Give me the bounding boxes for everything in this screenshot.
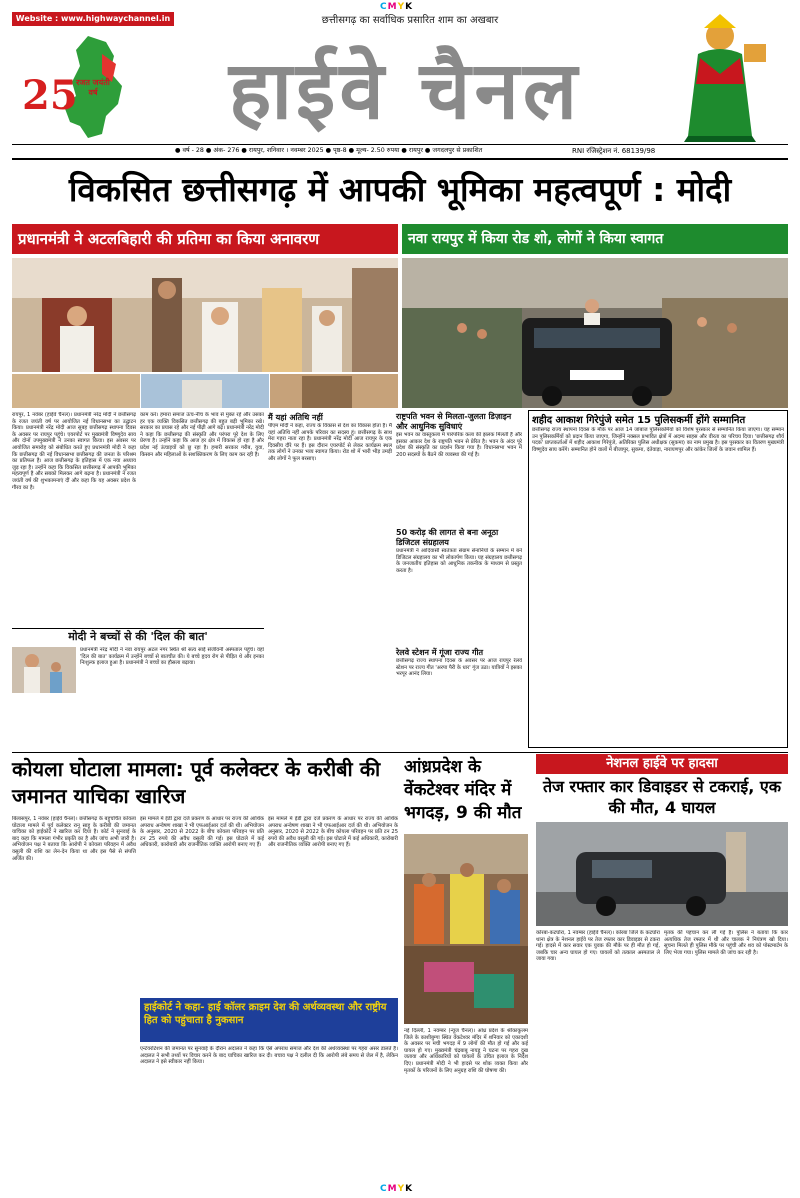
modi-box-text: प्रधानमंत्री नरेंद्र मोदी ने नवा रायपुर अटल नगर स्थित श्री सत्य साईं संजीवनी अस्पताल पहुंचे। वहां 'दिल की बात' कार्यक्रम में उन्होंने बच्चों से बातचीत की। ये बच्चे हृदय रोग से पीड़ित थे और इनका निःशुल्क इलाज हुआ है। प्रधानमंत्री ने बच्चों का हौसला बढ़ाया।: [80, 647, 264, 667]
dateline: ● वर्ष - 28 ● अंक- 276 ● रायपुर, शनिवार । नवम्बर 2025 ● पृष्ठ-8 ● मूल्य- 2.50 रुपया ● रायपुर ● जगदलपुर से प्रकाशित: [175, 147, 483, 154]
highway-body-col2: मृतक की पहचान कर ली गई है। पुलिस ने बताया कि कार अत्यधिक तेज रफ्तार में थी और चालक ने नियंत्रण खो दिया। सूचना मिलते ही पुलिस मौके पर पहुंची और शव को पोस्टमार्टम के लिए भेजा गया। पुलिस मामले की जांच कर रही है।: [664, 930, 788, 956]
lead-body-col4: इस भवन का वास्तुकला में पारंपरिक कला की झलक मिलती है और इसका आकार देश के राष्ट्रपति भवन से प्रेरित है। भवन के अंदर पूरे प्रदेश की संस्कृति का प्रदर्शन किया गया है। विधानसभा भवन में 200 सदस्यों के बैठने की व्यवस्था की गई है।: [396, 432, 522, 458]
website-badge: Website : www.highwaychannel.in: [12, 12, 174, 26]
koyla-body-col1: बिलासपुर, 1 नवंबर (हाईवे चैनल)। छत्तीसगढ़ के बहुचर्चित कोयला घोटाला मामले में पूर्व कलेक्टर रानू साहू के करीबी की जमानत याचिका को हाईकोर्ट ने खारिज कर दिया है। कोर्ट ने सुनवाई के बाद कहा कि मामला गंभीर प्रकृति का है और जांच अभी जारी है। अभियोजन पक्ष ने बताया कि आरोपी ने कोयला परिवहन में अवैध वसूली की राशि का लेन-देन किया था और इस पैसे से संपत्ति अर्जित की।: [12, 816, 136, 862]
sidebar-text: छत्तीसगढ़ राज्य स्थापना दिवस के मौके पर आज 14 जांबाज पुलिसकर्मियों को विशेष पुरस्कार से सम्मानित किया जाएगा। यह सम्मान उन पुलिसकर्मियों को प्रदान किया जाएगा, जिन्होंने नक्सल प्रभावित क्षेत्रों में अदम्य साहस और वीरता का परिचय दिया। 'छत्तीसगढ़ शौर्य पदक' प्राप्तकर्ताओं में शहीद आकाश गिरेपुंजे, अतिरिक्त पुलिस अधीक्षक (सुकमा) का नाम प्रमुख है। इस पुरस्कार का वितरण मुख्यमंत्री विष्णुदेव साय करेंगे। सम्मानित होने वालों में बीजापुर, सुकमा, दंतेवाड़ा, नारायणपुर और कांकेर जिलों के जवान शामिल हैं।: [532, 427, 784, 453]
lead-subhead-2: राष्ट्रपति भवन से मिलता-जुलता डिज़ाइन और आधुनिक सुविधाएं: [396, 412, 512, 431]
anniversary-number: 25: [22, 72, 78, 119]
highway-headline: तेज रफ्तार कार डिवाइडर से टकराई, एक की मौत, 4 घायल: [543, 777, 781, 817]
rni-number: RNI रजिस्ट्रेशन नं. 68139/98: [572, 147, 656, 155]
lead-body-col4c: छत्तीसगढ़ राज्य स्थापना दिवस के अवसर पर आज रायपुर रेलवे स्टेशन पर राज्य गीत 'अरपा पैरी के धार' गूंज उठा। यात्रियों ने इसका भरपूर आनंद लिया।: [396, 658, 522, 678]
lead-col4: [396, 412, 522, 738]
lead-headline: विकसित छत्तीसगढ़ में आपकी भूमिका महत्वपूर्ण : मोदी: [68, 170, 732, 209]
lead-banner-right: नवा रायपुर में किया रोड शो, लोगों ने किया स्वागत: [402, 224, 788, 254]
andhra-headline: आंध्रप्रदेश के वेंकटेश्वर मंदिर में भगदड़, 9 की मौत: [404, 757, 522, 823]
cmyk-marks-bottom: CMYK: [380, 1184, 414, 1194]
highway-body-col1: कोरबा-कटघोरा, 1 नवम्बर (हाईवे चैनल)। कोरबा जिले के कटघोरा थाना क्षेत्र के नेशनल हाईवे पर तेज रफ्तार कार डिवाइडर से टकरा गई। हादसे में कार सवार एक युवक की मौके पर ही मौत हो गई, जबकि चार अन्य घायल हो गए। घायलों को तत्काल अस्पताल ले जाया गया।: [536, 930, 660, 963]
lead-body-col4b: प्रधानमंत्री ने आदिवासी स्वतंत्रता संग्राम सेनानियों के सम्मान में बने डिजिटल संग्रहालय का भी लोकार्पण किया। यह संग्रहालय छत्तीसगढ़ के जनजातीय इतिहास को आधुनिक तकनीक के माध्यम से प्रस्तुत करता है।: [396, 548, 522, 574]
temple-stampede-photo: [404, 834, 528, 1024]
anniversary-text: रजत जयंती वर्ष: [76, 78, 110, 97]
masthead-title: हाईवे चैनल: [228, 43, 582, 137]
cmyk-marks-top: CMYK: [380, 2, 414, 12]
dateline-rule-bottom: [12, 158, 788, 160]
koyla-callout: हाईकोर्ट ने कहा- हाई कॉलर क्राइम देश की अर्थव्यवस्था और राष्ट्रीय हित को पहुंचाता है नुकसान: [140, 998, 398, 1042]
koyla-headline: कोयला घोटाला मामला: पूर्व कलेक्टर के करीबी की जमानत याचिका खारिज: [12, 757, 381, 808]
modi-box-title: मोदी ने बच्चों से की 'दिल की बात': [68, 630, 208, 643]
section-rule: [12, 752, 788, 753]
lead-subhead-4: रेलवे स्टेशन में गूंजा राज्य गीत: [396, 648, 484, 657]
mascot-figure: [660, 14, 780, 142]
anniversary-logo: [18, 34, 138, 140]
koyla-body-col2b: इस मामले में ईडी द्वारा दर्ज प्रकरण के आधार पर राज्य की आर्थिक अपराध अन्वेषण शाखा ने भी एफआईआर दर्ज की थी। अभियोजन के अनुसार, 2020 से 2022 के बीच कोयला परिवहन पर प्रति टन 25 रुपये की अवैध वसूली की गई। इस घोटाले में कई अधिकारी, कारोबारी और राजनीतिक व्यक्ति आरोपी बनाए गए हैं।: [268, 816, 398, 849]
lead-body-col3: पीएम मोदी ने कहा, राज्य के विकास से देश का विकास होता है। मैं यहां अतिथि नहीं आपके परिवार का सदस्य हूं। छत्तीसगढ़ के साथ मेरा गहरा नाता रहा है। प्रधानमंत्री नरेंद्र मोदी आज रायपुर के एक दिवसीय दौरे पर हैं। इस दौरान एयरपोर्ट से लेकर कार्यक्रम स्थल तक लोगों ने उनका भव्य स्वागत किया। रोड शो में भारी भीड़ उमड़ी और लोगों ने फूल बरसाए।: [268, 423, 392, 462]
koyla-body-col3: एन्टेयरोटेशन की जमानत पर सुनवाई के दौरान अदालत ने कहा कि ऐसे अपराध समाज और देश की अर्थव्यवस्था पर गहरा असर डालते हैं। अदालत ने सभी तथ्यों पर विचार करने के बाद याचिका खारिज कर दी। बचाव पक्ष ने दलील दी कि आरोपी लंबे समय से जेल में है, लेकिन अदालत ने इसे स्वीकार नहीं किया।: [140, 1046, 398, 1066]
koyla-body-col2: इस मामले में ईडी द्वारा दर्ज प्रकरण के आधार पर राज्य की आर्थिक अपराध अन्वेषण शाखा ने भी एफआईआर दर्ज की थी। अभियोजन के अनुसार, 2020 से 2022 के बीच कोयला परिवहन पर प्रति टन 25 रुपये की अवैध वसूली की गई। इस घोटाले में कई अधिकारी, कारोबारी और राजनीतिक व्यक्ति आरोपी बनाए गए हैं।: [140, 816, 264, 849]
lead-col3: [268, 412, 392, 741]
modi-children-photo: [12, 647, 76, 693]
lead-body-col2: काम करें। हमारा समाज ऊंच-नीच के भाव से मुक्त रहे और उसका हर एक व्यक्ति विकसित छत्तीसगढ़ की बहुत बड़ी भूमिका रखे। सरकार का प्रयास रहे और नई पीढ़ी आगे बढ़े। प्रधानमंत्री नरेंद्र मोदी ने कहा कि छत्तीसगढ़ की संस्कृति और परंपरा पूरे देश के लिए प्रेरणा है। उन्होंने कहा कि आज हर क्षेत्र में विकास हो रहा है और प्रदेश नई ऊंचाइयों को छू रहा है। हमारी सरकार गरीब, युवा, किसान और महिलाओं के सशक्तिकरण के लिए काम कर रही है।: [140, 412, 264, 458]
accident-photo: [536, 822, 788, 926]
road-show-photo: [402, 258, 788, 408]
mother-chhattisgarh-icon: [660, 14, 780, 142]
lead-subhead-3: 50 करोड़ की लागत से बना अनूठा डिजिटल संग्रहालय: [396, 528, 499, 547]
sidebar-title: शहीद आकाश गिरेपुंजे समेत 15 पुलिसकर्मी होंगे सम्मानित: [532, 415, 746, 426]
statue-unveil-photo: [12, 258, 398, 372]
andhra-text: नई दिल्ली, 1 नवम्बर (न्यूज चैनल)। आंध्र प्रदेश के श्रीकाकुलम जिले के काशीबुग्गा स्थित वेंकटेश्वर मंदिर में शनिवार को एकादशी के अवसर पर मची भगदड़ में 9 लोगों की मौत हो गई और कई घायल हो गए। मुख्यमंत्री चंद्रबाबू नायडू ने घटना पर गहरा दुख जताया और अधिकारियों को घायलों के उचित इलाज के निर्देश दिए। प्रधानमंत्री मोदी ने भी हादसे पर शोक व्यक्त किया और मृतकों के परिजनों के लिए अनुग्रह राशि की घोषणा की।: [404, 1028, 528, 1074]
lead-subhead-1: मैं यहां अतिथि नहीं: [268, 413, 323, 422]
statue-photo-strip: [12, 374, 398, 408]
lead-banner-left: प्रधानमंत्री ने अटलबिहारी की प्रतिमा का किया अनावरण: [12, 224, 398, 254]
dateline-rule-top: [12, 144, 788, 145]
highway-banner: नेशनल हाईवे पर हादसा: [536, 754, 788, 774]
tagline: छत्तीसगढ़ का सर्वाधिक प्रसारित शाम का अखबार: [321, 15, 499, 26]
modi-box: [12, 628, 264, 748]
lead-body-col1: रायपुर, 1 नवंबर (हाईवे चैनल)। प्रधानमंत्री नरेंद्र मोदी ने छत्तीसगढ़ के रजत जयंती वर्ष पर आयोजित नई विधानसभा का उद्घाटन किया। प्रधानमंत्री नरेंद्र मोदी आज सुबह छत्तीसगढ़ स्थापना दिवस के अवसर पर रायपुर पहुंचे। एयरपोर्ट पर मुख्यमंत्री विष्णुदेव साय और दोनों उपमुख्यमंत्री ने उनका स्वागत किया। इस अवसर पर आयोजित समारोह को संबोधित करते हुए प्रधानमंत्री मोदी ने कहा कि छत्तीसगढ़ की नई विधानसभा छत्तीसगढ़ की जनता के परिश्रम का प्रतिफल है। आज छत्तीसगढ़ के इतिहास में एक नया अध्याय जुड़ रहा है। उन्होंने कहा कि विकसित छत्तीसगढ़ में आपकी भूमिका महत्वपूर्ण है और सबको मिलकर आगे बढ़ना है। प्रधानमंत्री ने रजत जयंती वर्ष की शुभकामनाएं दीं और कहा कि यह अवसर प्रदेश के गौरव का है।: [12, 412, 136, 491]
sidebar-box: [528, 410, 788, 748]
